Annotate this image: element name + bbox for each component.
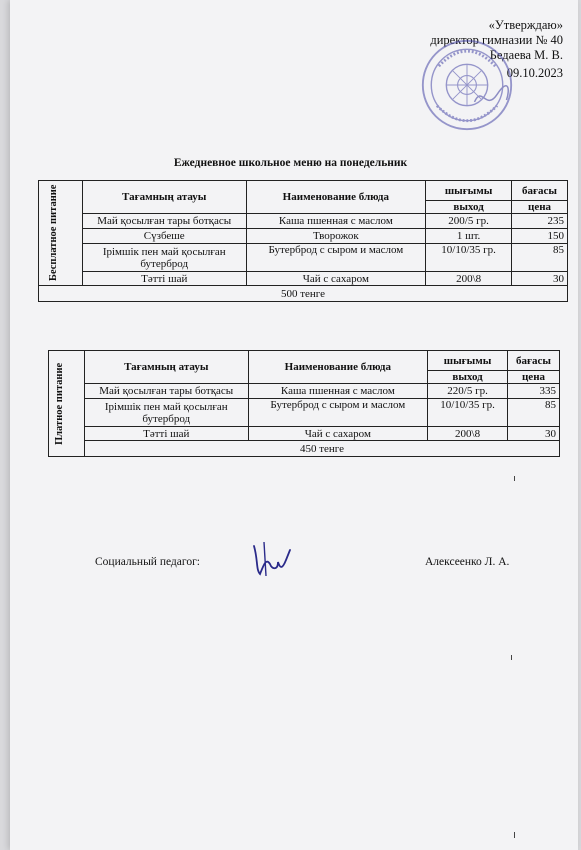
table-row [49, 427, 560, 441]
dish-price: 150 [512, 229, 568, 244]
dish-yield: 200/5 гр. [426, 214, 512, 229]
pen-mark [514, 476, 515, 481]
total-row [39, 286, 568, 302]
paid-meals-table [48, 350, 560, 457]
dish-kk: Тәтті шай [82, 272, 246, 286]
col-header-ru-price: цена [508, 371, 560, 384]
round-seal-stamp-icon [420, 38, 514, 132]
col-header-ru-yield: выход [428, 371, 508, 384]
col-header-ru-name: Наименование блюда [248, 351, 428, 384]
handwritten-signature-icon [248, 540, 294, 580]
approval-director: Бедаева М. В. [489, 48, 563, 62]
col-header-kk-price: бағасы [512, 181, 568, 201]
col-header-kk-yield: шығымы [428, 351, 508, 371]
free-meals-table [38, 180, 568, 302]
section-label-cell [39, 181, 83, 286]
total-row [49, 441, 560, 457]
approval-heading: «Утверждаю» [488, 18, 563, 32]
dish-yield: 220/5 гр. [428, 384, 508, 399]
pen-mark [514, 832, 515, 838]
dish-price: 235 [512, 214, 568, 229]
dish-price: 85 [508, 399, 560, 427]
col-header-kk-name: Тағамның атауы [84, 351, 248, 384]
col-header-ru-price: цена [512, 201, 568, 214]
table-row [39, 229, 568, 244]
col-header-kk-yield: шығымы [426, 181, 512, 201]
dish-price: 30 [512, 272, 568, 286]
dish-yield: 10/10/35 гр. [426, 244, 512, 272]
dish-price: 30 [508, 427, 560, 441]
section-label: Бесплатное питание [48, 184, 60, 282]
col-header-kk-price: бағасы [508, 351, 560, 371]
approval-position: директор гимназии № 40 [430, 33, 563, 47]
dish-kk: Ірімшік пен май қосылған бутерброд [82, 244, 246, 272]
dish-ru: Творожок [246, 229, 426, 244]
dish-ru: Чай с сахаром [246, 272, 426, 286]
signature-name: Алексеенко Л. А. [425, 556, 510, 568]
dish-kk: Май қосылған тары ботқасы [82, 214, 246, 229]
table-row [39, 214, 568, 229]
dish-price: 335 [508, 384, 560, 399]
page-title: Ежедневное школьное меню на понедельник [173, 157, 408, 169]
col-header-ru-yield: выход [426, 201, 512, 214]
table-row [39, 272, 568, 286]
dish-ru: Бутерброд с сыром и маслом [246, 244, 426, 272]
dish-yield: 10/10/35 гр. [428, 399, 508, 427]
total-amount: 500 тенге [39, 286, 568, 302]
table-row [39, 244, 568, 272]
total-amount: 450 тенге [84, 441, 559, 457]
dish-yield: 1 шт. [426, 229, 512, 244]
dish-price: 85 [512, 244, 568, 272]
dish-ru: Каша пшенная с маслом [246, 214, 426, 229]
section-label-cell [49, 351, 85, 457]
dish-yield: 200\8 [426, 272, 512, 286]
table-row [49, 399, 560, 427]
signature-role: Социальный педагог: [95, 556, 200, 568]
col-header-ru-name: Наименование блюда [246, 181, 426, 214]
dish-yield: 200\8 [428, 427, 508, 441]
dish-kk: Сүзбеше [82, 229, 246, 244]
dish-kk: Ірімшік пен май қосылған бутерброд [84, 399, 248, 427]
dish-kk: Тәтті шай [84, 427, 248, 441]
dish-ru: Бутерброд с сыром и маслом [248, 399, 428, 427]
pen-mark [511, 655, 512, 660]
dish-kk: Май қосылған тары ботқасы [84, 384, 248, 399]
dish-ru: Чай с сахаром [248, 427, 428, 441]
col-header-kk-name: Тағамның атауы [82, 181, 246, 214]
approval-date: 09.10.2023 [506, 66, 563, 80]
section-label: Платное питание [54, 362, 66, 445]
table-row [49, 384, 560, 399]
dish-ru: Каша пшенная с маслом [248, 384, 428, 399]
